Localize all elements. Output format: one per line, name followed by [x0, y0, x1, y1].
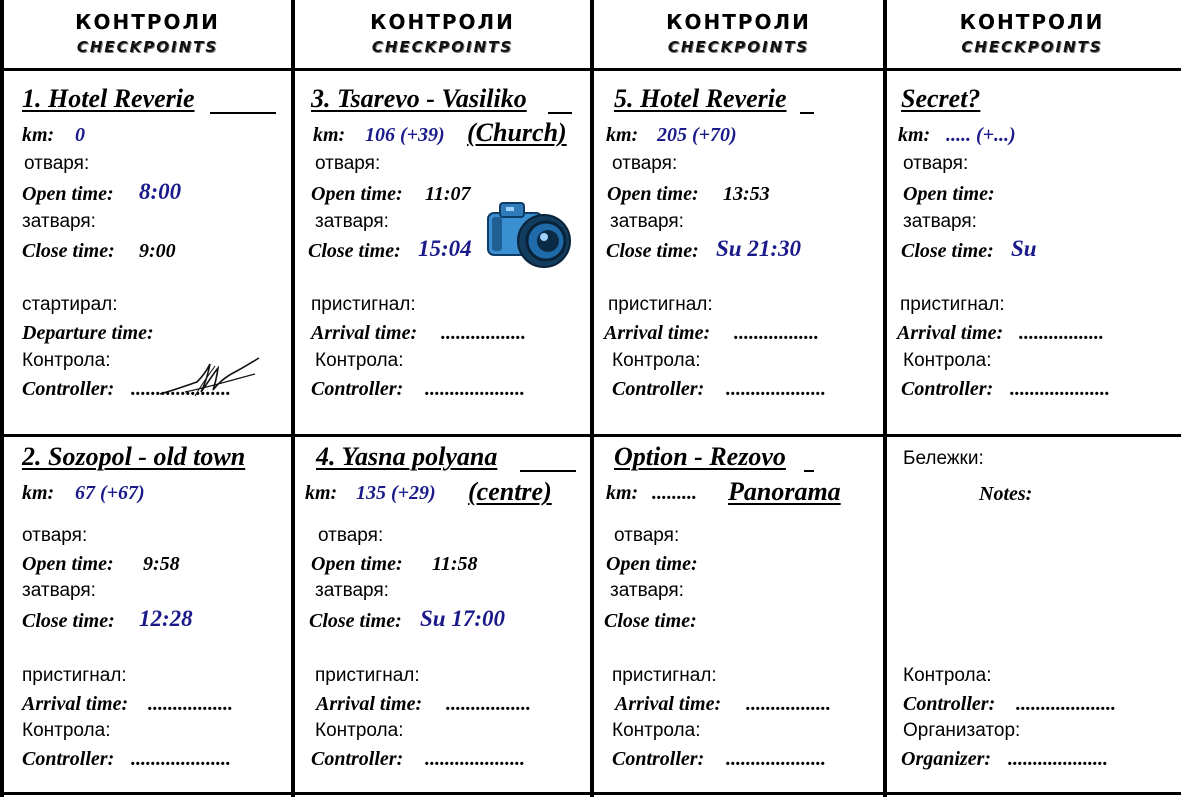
open-time-value: 11:07 [425, 183, 471, 205]
close-label-en: Close time: [22, 240, 115, 262]
km-label: km: [898, 124, 931, 146]
arrival-dots: ................. [1019, 322, 1104, 344]
controller-label-ru: Контрола: [22, 720, 111, 741]
open-label-en: Open time: [311, 183, 403, 205]
close-time-value: 12:28 [139, 606, 193, 631]
open-label-ru: отваря: [24, 153, 90, 174]
open-time-value: 13:53 [723, 183, 770, 205]
close-time-value: Su 17:00 [420, 606, 505, 631]
open-label-ru: отваря: [315, 153, 381, 174]
controller-label-en: Controller: [22, 748, 115, 770]
open-label-ru: отваря: [614, 525, 680, 546]
location-note: (Church) [467, 118, 567, 147]
checkpoint-title: Option - Rezovo [614, 442, 786, 471]
controller-dots: .................... [131, 748, 231, 770]
km-value: 135 (+29) [356, 482, 436, 504]
close-label-ru: затваря: [315, 580, 389, 601]
departure-label-en: Departure time: [22, 322, 154, 344]
header-ru: КОНТРОЛИ [370, 10, 515, 34]
close-label-ru: затваря: [315, 211, 389, 232]
header-en: CHECKPOINTS [371, 38, 514, 56]
arrival-label-en: Arrival time: [897, 322, 1004, 344]
controller-label-ru: Контрола: [315, 720, 404, 741]
controller-dots: .................... [726, 748, 826, 770]
km-value: 106 (+39) [365, 124, 445, 146]
open-label-en: Open time: [903, 183, 995, 205]
open-time-value: 9:58 [143, 553, 180, 575]
close-label-ru: затваря: [22, 580, 96, 601]
controller-label-ru: Контрола: [612, 350, 701, 371]
checkpoint-title: 3. Tsarevo - Vasiliko [311, 84, 527, 113]
close-label-en: Close time: [604, 610, 697, 632]
arrival-label-en: Arrival time: [615, 693, 722, 715]
controller-label-en: Controller: [612, 748, 705, 770]
close-label-en: Close time: [22, 610, 115, 632]
close-label-en: Close time: [606, 240, 699, 262]
location-note: Panorama [728, 477, 841, 506]
controller-dots: .................... [425, 748, 525, 770]
arrival-label-ru: пристигнал: [608, 294, 713, 315]
arrival-dots: ................. [446, 693, 531, 715]
arrival-label-en: Arrival time: [22, 693, 129, 715]
controller-label-ru: Контрола: [315, 350, 404, 371]
controller-label-en: Controller: [311, 378, 404, 400]
km-label: km: [305, 482, 338, 504]
km-value: ......... [652, 482, 697, 504]
organizer-label-en: Organizer: [901, 748, 992, 770]
arrival-dots: ................. [746, 693, 831, 715]
checkpoint-title: 1. Hotel Reverie [22, 84, 195, 113]
open-time-value: 11:58 [432, 553, 478, 575]
controller-label-ru: Контрола: [903, 350, 992, 371]
arrival-label-en: Arrival time: [604, 322, 711, 344]
arrival-label-ru: пристигнал: [22, 665, 127, 686]
close-label-ru: затваря: [610, 580, 684, 601]
close-time-value: Su [1011, 236, 1037, 261]
controller-dots: .................... [1016, 693, 1116, 715]
close-label-en: Close time: [308, 240, 401, 262]
open-label-ru: отваря: [903, 153, 969, 174]
controller-label-ru: Контрола: [612, 720, 701, 741]
arrival-dots: ................. [734, 322, 819, 344]
controller-label-en: Controller: [311, 748, 404, 770]
close-label-en: Close time: [309, 610, 402, 632]
open-label-en: Open time: [22, 553, 114, 575]
controller-label-ru: Контрола: [903, 665, 992, 686]
km-value: 205 (+70) [657, 124, 737, 146]
close-label-ru: затваря: [22, 211, 96, 232]
close-label-ru: затваря: [903, 211, 977, 232]
header-en: CHECKPOINTS [667, 38, 810, 56]
open-label-ru: отваря: [318, 525, 384, 546]
location-note: (centre) [468, 477, 552, 506]
close-time-value: 15:04 [418, 236, 472, 261]
controller-dots: .................... [131, 378, 231, 400]
header-en: CHECKPOINTS [76, 38, 219, 56]
arrival-label-ru: пристигнал: [900, 294, 1005, 315]
notes-label-ru: Бележки: [903, 448, 984, 469]
controller-label-en: Controller: [22, 378, 115, 400]
km-label: km: [606, 482, 639, 504]
close-time-value: 9:00 [139, 240, 176, 262]
controller-label-ru: Контрола: [22, 350, 111, 371]
arrival-label-en: Arrival time: [311, 322, 418, 344]
notes-label-en: Notes: [979, 483, 1033, 505]
km-label: km: [313, 124, 346, 146]
departure-label-ru: стартирал: [22, 294, 118, 315]
organizer-dots: .................... [1008, 748, 1108, 770]
open-label-en: Open time: [607, 183, 699, 205]
open-label-en: Open time: [606, 553, 698, 575]
checkpoint-title: 4. Yasna polyana [316, 442, 498, 471]
arrival-label-ru: пристигнал: [315, 665, 420, 686]
header-ru: КОНТРОЛИ [959, 10, 1105, 34]
controller-dots: .................... [726, 378, 826, 400]
km-value: 0 [75, 124, 85, 146]
close-time-value: Su 21:30 [716, 236, 801, 261]
open-label-en: Open time: [22, 183, 114, 205]
arrival-label-en: Arrival time: [316, 693, 423, 715]
open-time-value: 8:00 [139, 179, 182, 204]
controller-dots: .................... [425, 378, 525, 400]
open-label-en: Open time: [311, 553, 403, 575]
checkpoint-title: Secret? [901, 84, 981, 113]
close-label-ru: затваря: [610, 211, 684, 232]
km-label: km: [22, 124, 55, 146]
organizer-label-ru: Организатор: [903, 720, 1021, 741]
controller-label-en: Controller: [612, 378, 705, 400]
controller-label-en: Controller: [903, 693, 996, 715]
open-label-ru: отваря: [22, 525, 88, 546]
header-ru: КОНТРОЛИ [666, 10, 811, 34]
open-label-ru: отваря: [612, 153, 678, 174]
arrival-dots: ................. [148, 693, 233, 715]
checkpoint-title: 2. Sozopol - old town [22, 442, 246, 471]
controller-dots: .................... [1010, 378, 1110, 400]
header-en: CHECKPOINTS [961, 38, 1103, 56]
km-value: ..... (+...) [946, 124, 1016, 146]
km-value: 67 (+67) [75, 482, 145, 504]
arrival-dots: ................. [441, 322, 526, 344]
controller-label-en: Controller: [901, 378, 994, 400]
checkpoint-title: 5. Hotel Reverie [614, 84, 787, 113]
arrival-label-ru: пристигнал: [612, 665, 717, 686]
arrival-label-ru: пристигнал: [311, 294, 416, 315]
km-label: km: [22, 482, 55, 504]
close-label-en: Close time: [901, 240, 994, 262]
header-ru: КОНТРОЛИ [75, 10, 220, 34]
km-label: km: [606, 124, 639, 146]
